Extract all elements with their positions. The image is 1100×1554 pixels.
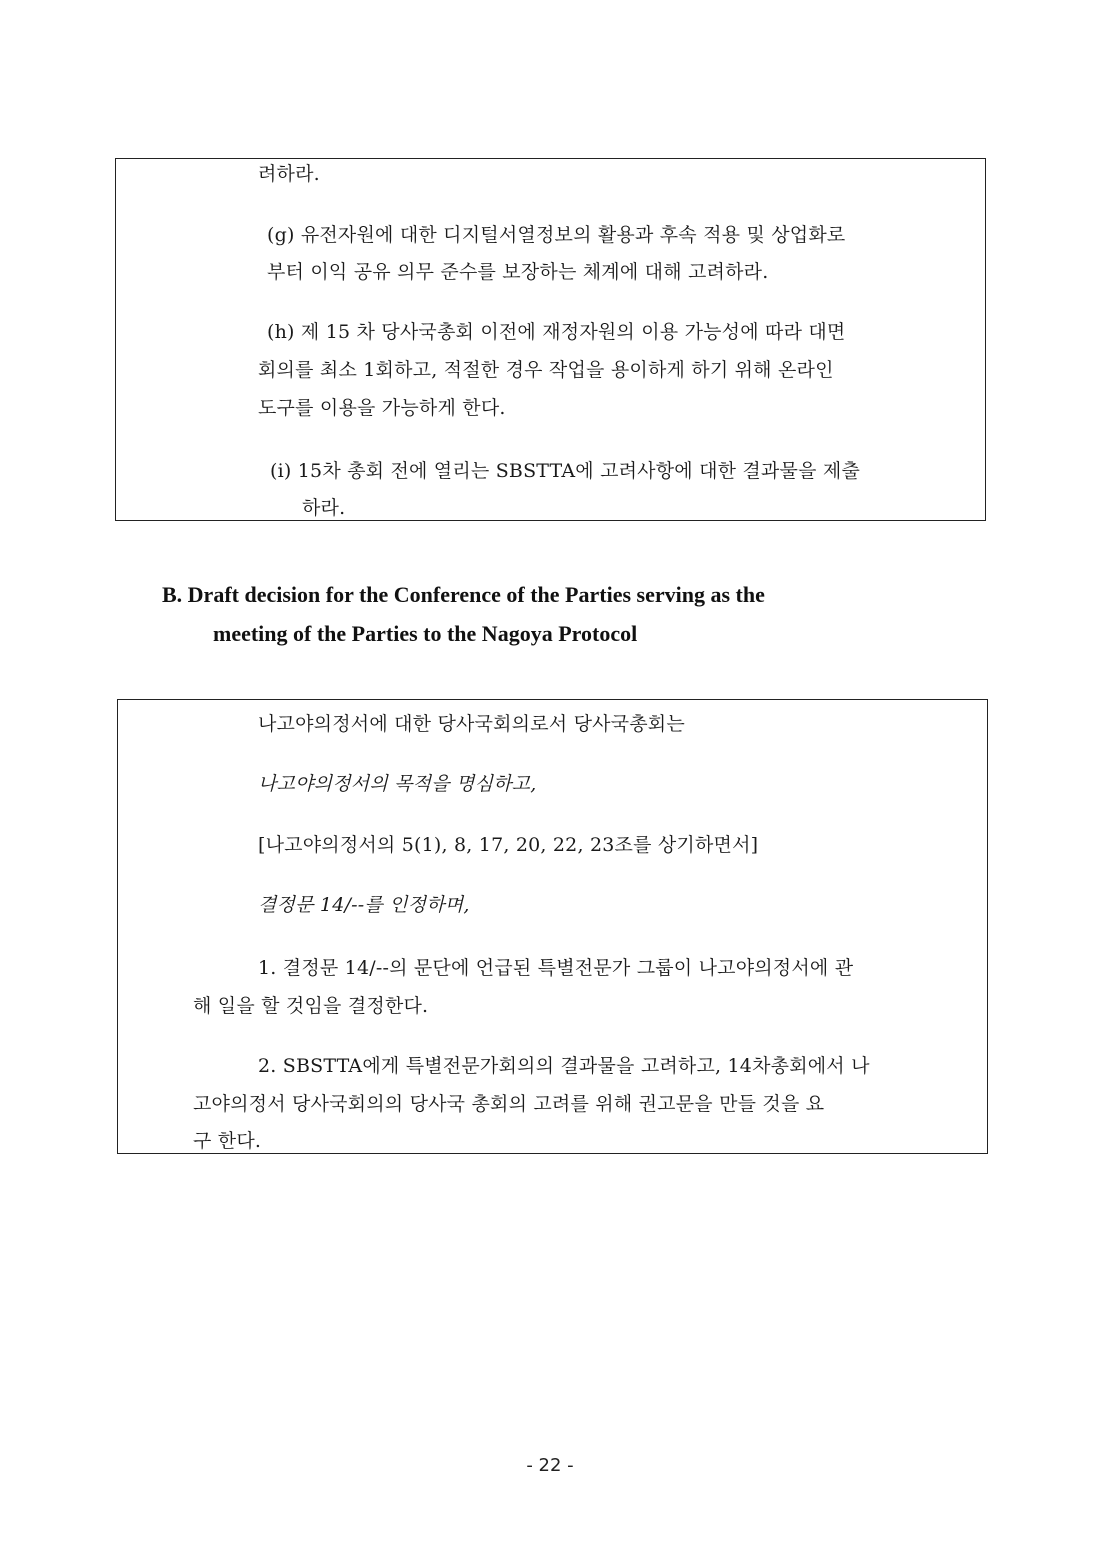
item-h-line2: 회의를 최소 1회하고, 적절한 경우 작업을 용이하게 하기 위해 온라인 bbox=[258, 359, 834, 381]
para-2-line2: 고야의정서 당사국회의의 당사국 총회의 고려를 위해 권고문을 만들 것을 요 bbox=[193, 1093, 825, 1115]
section-b-heading-line2: meeting of the Parties to the Nagoya Protocol bbox=[213, 621, 638, 646]
item-g-line2: 부터 이익 공유 의무 준수를 보장하는 체계에 대해 고려하라. bbox=[267, 261, 769, 283]
page-number: - 22 - bbox=[526, 1455, 574, 1476]
para-2-line3: 구 한다. bbox=[193, 1130, 262, 1152]
item-i-line2: 하라. bbox=[302, 497, 346, 519]
para-2-line1: 2. SBSTTA에게 특별전문가회의의 결과물을 고려하고, 14차총회에서 나 bbox=[258, 1055, 870, 1077]
item-h-line3: 도구를 이용을 가능하게 한다. bbox=[258, 397, 506, 419]
recital-3: 결정문 14/--를 인정하며, bbox=[258, 894, 470, 916]
item-i-line1: (i) 15차 총회 전에 열리는 SBSTTA에 고려사항에 대한 결과물을 제출 bbox=[270, 460, 860, 482]
section-b-heading-line1: B. Draft decision for the Conference of the Parties serving as the bbox=[162, 582, 765, 607]
item-g-line1: (g) 유전자원에 대한 디지털서열정보의 활용과 후속 적용 및 상업화로 bbox=[267, 224, 846, 246]
text-box-draft-decision bbox=[117, 699, 988, 1154]
recital-1: 나고야의정서의 목적을 명심하고, bbox=[258, 773, 537, 795]
item-h-line1: (h) 제 15 차 당사국총회 이전에 재정자원의 이용 가능성에 따라 대면 bbox=[267, 321, 846, 343]
para-1-line2: 해 일을 할 것임을 결정한다. bbox=[193, 995, 429, 1017]
continuation-text: 려하라. bbox=[258, 163, 320, 185]
preamble-text: 나고야의정서에 대한 당사국회의로서 당사국총회는 bbox=[258, 713, 685, 735]
para-1-line1: 1. 결정문 14/--의 문단에 언급된 특별전문가 그룹이 나고야의정서에 관 bbox=[258, 957, 854, 979]
recital-2: [나고야의정서의 5(1), 8, 17, 20, 22, 23조를 상기하면서] bbox=[258, 834, 759, 856]
